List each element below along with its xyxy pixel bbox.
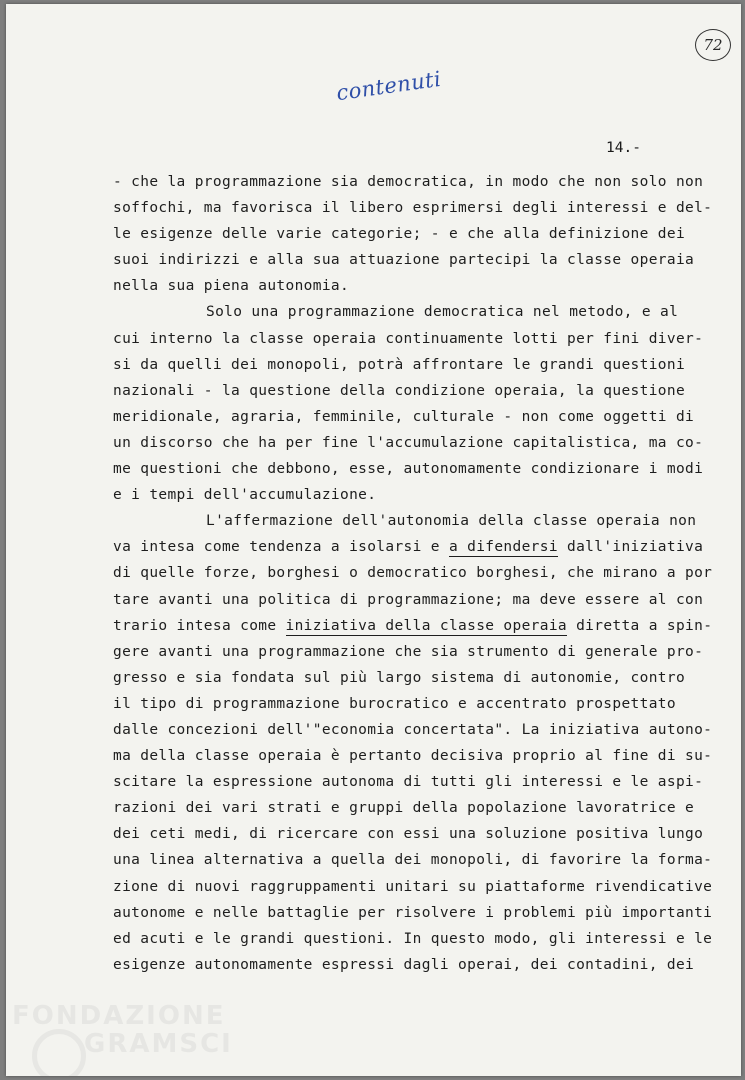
watermark-line2: GRAMSCI: [84, 1029, 233, 1059]
text-line: zione di nuovi raggruppamenti unitari su piattaforme rivendicative: [113, 878, 713, 895]
watermark-line1: FONDAZIONE: [12, 1001, 226, 1031]
text-line: di quelle forze, borghesi o democratico borghesi, che mirano a por: [113, 565, 713, 582]
text-line: ed acuti e le grandi questioni. In questo modo, gli interessi e le: [113, 930, 713, 947]
text-line: dei ceti medi, di ricercare con essi una soluzione positiva lungo: [113, 826, 704, 843]
text-line: [113, 613, 713, 639]
text-line: nazionali - la questione della condizione operaia, la questione: [113, 382, 686, 399]
text-line: gresso e sia fondata sul più largo sistema di autonomie, contro: [113, 669, 686, 686]
gramsci-logo-icon: [32, 1029, 86, 1076]
underlined-phrase: iniziativa della classe operaia: [285, 617, 567, 634]
text-line: dalle concezioni dell'"economia concertata". La iniziativa autono-: [113, 721, 713, 738]
typewritten-body: [113, 169, 713, 978]
text-line: razioni dei vari strati e gruppi della popolazione lavoratrice e: [113, 800, 695, 817]
archive-number-circle: 72: [695, 29, 731, 61]
text-line: le esigenze delle varie categorie; - e che alla definizione dei: [113, 226, 686, 243]
text-line: meridionale, agraria, femminile, culturale - non come oggetti di: [113, 408, 695, 425]
text-line: suoi indirizzi e alla sua attuazione partecipi la classe operaia: [113, 252, 695, 269]
text-line: tare avanti una politica di programmazione; ma deve essere al con: [113, 591, 704, 608]
text-line: nella sua piena autonomia.: [113, 278, 350, 295]
text-line: una linea alternativa a quella dei monopoli, di favorire la forma-: [113, 852, 713, 869]
text-segment: va intesa come tendenza a isolarsi e: [113, 539, 449, 556]
text-line: Solo una programmazione democratica nel metodo, e al: [206, 304, 679, 321]
text-line: [113, 534, 713, 560]
text-line: scitare la espressione autonoma di tutti gli interessi e le aspi-: [113, 774, 704, 791]
text-line: il tipo di programmazione burocratico e accentrato prospettato: [113, 695, 676, 712]
document-page: [6, 4, 741, 1076]
text-line: - che la programmazione sia democratica, in modo che non solo non: [113, 174, 704, 190]
text-line: me questioni che debbono, esse, autonomamente condizionare i modi: [113, 461, 704, 478]
text-segment: dall'iniziativa: [557, 539, 704, 556]
text-segment: trario intesa come: [113, 617, 286, 634]
text-line: cui interno la classe operaia continuamente lotti per fini diver-: [113, 330, 704, 347]
text-segment: diretta a spin-: [567, 617, 713, 634]
text-line: si da quelli dei monopoli, potrà affrontare le grandi questioni: [113, 356, 686, 373]
page-number: 14.-: [606, 140, 641, 156]
text-line: L'affermazione dell'autonomia della classe operaia non: [206, 513, 697, 530]
fondazione-gramsci-watermark: [6, 989, 266, 1074]
text-line: soffochi, ma favorisca il libero esprimersi degli interessi e del-: [113, 200, 713, 217]
text-line: un discorso che ha per fine l'accumulazione capitalistica, ma co-: [113, 434, 704, 451]
text-line: gere avanti una programmazione che sia strumento di generale pro-: [113, 643, 704, 660]
text-line: ma della classe operaia è pertanto decisiva proprio al fine di su-: [113, 748, 713, 765]
text-line: e i tempi dell'accumulazione.: [113, 487, 377, 504]
underlined-phrase: a difendersi: [448, 539, 558, 556]
text-line: esigenze autonomamente espressi dagli operai, dei contadini, dei: [113, 956, 695, 973]
text-line: autonome e nelle battaglie per risolvere i problemi più importanti: [113, 904, 713, 921]
handwritten-annotation: contenuti: [334, 66, 443, 106]
